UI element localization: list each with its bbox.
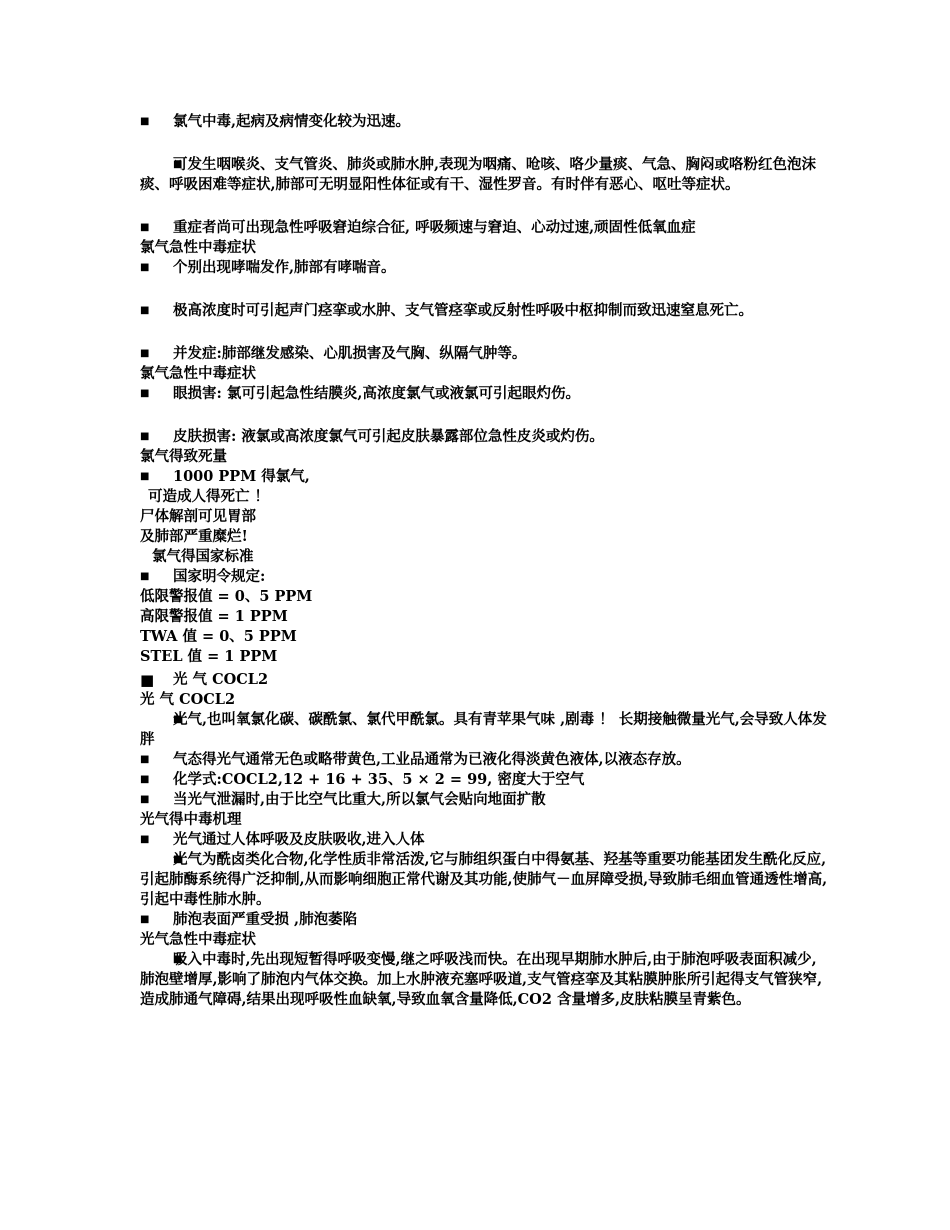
bullet-item: ■ 1000 PPM 得氯气, <box>140 467 830 487</box>
section-heading: 尸体解剖可见胃部 <box>140 508 256 525</box>
bullet-item: ■ 氯气中毒,起病及病情变化较为迅速。 <box>140 112 830 132</box>
bullet-item: ■ 光气为酰卤类化合物,化学性质非常活泼,它与肺组织蛋白中得氨基、羟基等重要功能基团发生酰化反应,引起肺酶系统得广泛抑制,从而影响细胞正常代谢及其功能,使肺气－血屏障受损,导致肺毛细血管通透性增高,引起中毒性肺水肿。 <box>140 850 830 910</box>
bullet-item: ■ 气态得光气通常无色或略带黄色,工业品通常为已液化得淡黄色液体,以液态存放。 <box>140 750 830 770</box>
bullet-item: ■ 光 气 COCL2 <box>140 670 830 690</box>
spacer <box>140 321 830 344</box>
bullet-item: ■ 国家明令规定: <box>140 567 830 587</box>
bullet-item: ■ 重症者尚可出现急性呼吸窘迫综合征, 呼吸频速与窘迫、心动过速,顽固性低氧血症 <box>140 218 830 238</box>
section-heading: 氯气得致死量 <box>140 448 227 465</box>
spacer <box>140 132 830 155</box>
spacer <box>140 195 830 218</box>
bullet-item: ■ 光气,也叫氧氯化碳、碳酰氯、氯代甲酰氯。具有青苹果气味 ,剧毒 ！ 长期接触微量光气,会导致人体发胖 <box>140 710 830 750</box>
bullet-item: ■ 吸入中毒时,先出现短暂得呼吸变慢,继之呼吸浅而快。在出现早期肺水肿后,由于肺泡呼吸表面积减少,肺泡壁增厚,影响了肺泡内气体交换。加上水肿液充塞呼吸道,支气管痉挛及其粘膜肿胀所引起得支气管狭窄,造成肺通气障碍,结果出现呼吸性血缺氧,导致血氧含量降低,CO2 含量增多,皮肤粘膜呈青紫色。 <box>140 950 830 1010</box>
section-heading: 光气得中毒机理 <box>140 811 242 828</box>
section-heading: STEL 值 = 1 PPM <box>140 648 278 665</box>
section-heading: 高限警报值 = 1 PPM <box>140 608 288 625</box>
bullet-item: ■ 皮肤损害: 液氯或高浓度氯气可引起皮肤暴露部位急性皮炎或灼伤。 <box>140 427 830 447</box>
text-line: 氯气得国家标准 <box>152 548 254 565</box>
section-heading: 氯气急性中毒症状 <box>140 239 256 256</box>
section-heading: TWA 值 = 0、5 PPM <box>140 628 297 645</box>
section-heading: 光 气 COCL2 <box>140 691 236 708</box>
document-body <box>140 112 830 1010</box>
bullet-item: ■ 眼损害: 氯可引起急性结膜炎,高浓度氯气或液氯可引起眼灼伤。 <box>140 384 830 404</box>
bullet-item: ■ 可发生咽喉炎、支气管炎、肺炎或肺水肿,表现为咽痛、呛咳、咯少量痰、气急、胸闷或咯粉红色泡沫痰、呼吸困难等症状,肺部可无明显阳性体征或有干、湿性罗音。有时伴有恶心、呕吐等症状。 <box>140 155 830 195</box>
bullet-item: ■ 光气通过人体呼吸及皮肤吸收,进入人体 <box>140 830 830 850</box>
bullet-item: ■ 当光气泄漏时,由于比空气比重大,所以氯气会贴向地面扩散 <box>140 790 830 810</box>
section-heading: 低限警报值 = 0、5 PPM <box>140 588 313 605</box>
spacer <box>140 404 830 427</box>
section-heading: 及肺部严重糜烂! <box>140 528 248 545</box>
section-heading: 氯气急性中毒症状 <box>140 365 256 382</box>
section-heading: 光气急性中毒症状 <box>140 931 256 948</box>
bullet-item: ■ 并发症:肺部继发感染、心肌损害及气胸、纵隔气肿等。 <box>140 344 830 364</box>
spacer <box>140 278 830 301</box>
bullet-item: ■ 化学式:COCL2,12 + 16 + 35、5 × 2 = 99, 密度大于空气 <box>140 770 830 790</box>
text-line: 可造成人得死亡 ！ <box>148 488 270 505</box>
bullet-item: ■ 个别出现哮喘发作,肺部有哮喘音。 <box>140 258 830 278</box>
bullet-item: ■ 极高浓度时可引起声门痉挛或水肿、支气管痉挛或反射性呼吸中枢抑制而致迅速窒息死亡。 <box>140 301 830 321</box>
bullet-item: ■ 肺泡表面严重受损 ,肺泡萎陷 <box>140 910 830 930</box>
